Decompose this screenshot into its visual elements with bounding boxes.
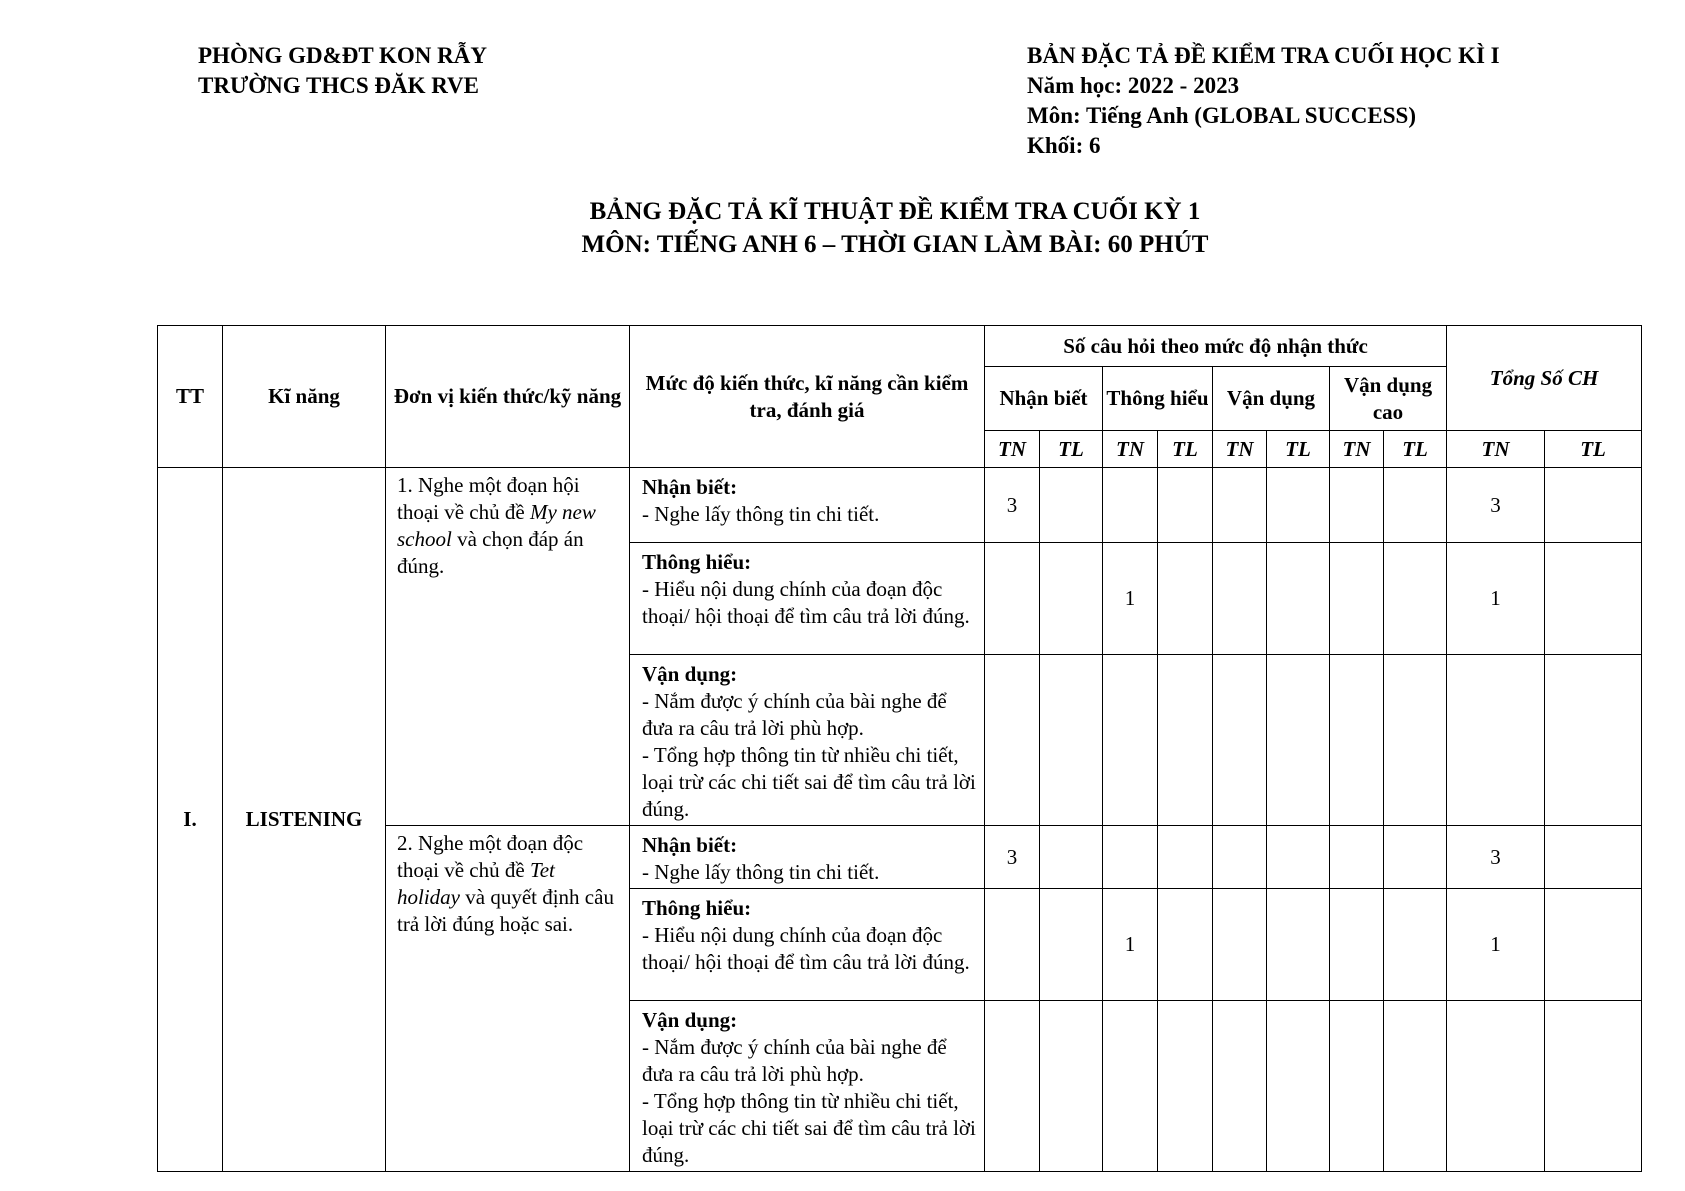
total-tn-label: TN [1447, 431, 1545, 468]
count-cell [1103, 1001, 1158, 1172]
total-tl-cell [1545, 826, 1642, 889]
count-cell [1103, 826, 1158, 889]
count-cell [1384, 543, 1447, 655]
count-cell [1267, 468, 1330, 543]
tn-label: TN [985, 431, 1040, 468]
level-detail: - Tổng hợp thông tin từ nhiều chi tiết, loại trừ các chi tiết sai để tìm câu trả lời đúng. [642, 743, 976, 821]
tn-label: TN [1330, 431, 1384, 468]
total-tn-cell: 1 [1447, 543, 1545, 655]
count-cell [1267, 655, 1330, 826]
count-cell [1384, 655, 1447, 826]
count-cell [1330, 889, 1384, 1001]
total-tl-cell [1545, 468, 1642, 543]
level-van-dung: Vận dụng [1213, 367, 1330, 431]
count-cell [1213, 655, 1267, 826]
count-cell [1158, 543, 1213, 655]
count-cell [1384, 826, 1447, 889]
count-cell [1384, 1001, 1447, 1172]
level-label: Thông hiểu: [642, 550, 752, 574]
tl-label: TL [1040, 431, 1103, 468]
level-detail: - Hiểu nội dung chính của đoạn độc thoại/ hội thoại để tìm câu trả lời đúng. [642, 577, 970, 628]
total-tn-cell [1447, 655, 1545, 826]
level-description [630, 543, 985, 655]
school-year: Năm học: 2022 - 2023 [1027, 73, 1240, 98]
table-row [158, 468, 1642, 543]
count-cell [1267, 543, 1330, 655]
total-tn-cell: 3 [1447, 468, 1545, 543]
count-cell: 3 [985, 468, 1040, 543]
department-name: PHÒNG GD&ĐT KON RẪY [198, 43, 487, 68]
count-cell [1158, 468, 1213, 543]
count-cell [1384, 468, 1447, 543]
count-cell [1330, 468, 1384, 543]
header-right [1027, 41, 1500, 161]
knowledge-unit-2 [386, 826, 630, 1172]
header-left [198, 41, 487, 101]
tl-label: TL [1267, 431, 1330, 468]
count-cell [1213, 1001, 1267, 1172]
count-cell: 1 [1103, 889, 1158, 1001]
count-cell [1213, 889, 1267, 1001]
school-name: TRƯỜNG THCS ĐĂK RVE [198, 73, 479, 98]
level-van-dung-cao: Vận dụng cao [1330, 367, 1447, 431]
total-tn-cell: 3 [1447, 826, 1545, 889]
count-cell [985, 543, 1040, 655]
count-cell [1384, 889, 1447, 1001]
level-description [630, 889, 985, 1001]
total-tl-label: TL [1545, 431, 1642, 468]
count-cell [1330, 655, 1384, 826]
level-detail: - Nghe lấy thông tin chi tiết. [642, 860, 880, 884]
section-number: I. [158, 468, 223, 1172]
level-description [630, 655, 985, 826]
count-cell [985, 889, 1040, 1001]
total-tl-cell [1545, 655, 1642, 826]
level-label: Nhận biết: [642, 475, 738, 499]
total-tn-cell: 1 [1447, 889, 1545, 1001]
unit-topic: My new school [397, 500, 596, 551]
count-cell [1158, 826, 1213, 889]
level-detail: - Nắm được ý chính của bài nghe để đưa ra câu trả lời phù hợp. [642, 689, 947, 740]
count-cell [985, 1001, 1040, 1172]
tl-label: TL [1158, 431, 1213, 468]
count-cell [1213, 543, 1267, 655]
unit-text: 2. Nghe một đoạn độc thoại về chủ đề [397, 831, 584, 882]
count-cell [1040, 826, 1103, 889]
count-cell [1103, 468, 1158, 543]
title-line-1: BẢNG ĐẶC TẢ KĨ THUẬT ĐỀ KIỂM TRA CUỐI KỲ 1 [589, 198, 1201, 225]
count-cell [985, 655, 1040, 826]
header-row-1 [158, 326, 1642, 367]
tn-label: TN [1103, 431, 1158, 468]
knowledge-unit-1 [386, 468, 630, 826]
unit-text: và quyết định câu trả lời đúng hoặc sai. [397, 885, 614, 936]
unit-text: 1. Nghe một đoạn hội thoại về chủ đề [397, 473, 580, 524]
col-header-unit: Đơn vị kiến thức/kỹ năng [386, 326, 630, 468]
count-cell: 1 [1103, 543, 1158, 655]
col-header-group: Số câu hỏi theo mức độ nhận thức [985, 326, 1447, 367]
skill-name: LISTENING [223, 468, 386, 1172]
document-title [0, 195, 1685, 261]
document-type: BẢN ĐẶC TẢ ĐỀ KIỂM TRA CUỐI HỌC KÌ I [1027, 43, 1500, 68]
total-tl-cell [1545, 889, 1642, 1001]
count-cell [1103, 655, 1158, 826]
count-cell [1213, 468, 1267, 543]
grade: Khối: 6 [1027, 133, 1101, 158]
count-cell [1040, 468, 1103, 543]
count-cell [1213, 826, 1267, 889]
count-cell [1158, 1001, 1213, 1172]
title-line-2: MÔN: TIẾNG ANH 6 – THỜI GIAN LÀM BÀI: 60 PHÚT [581, 231, 1209, 258]
level-label: Vận dụng: [642, 662, 738, 686]
level-label: Thông hiểu: [642, 896, 752, 920]
count-cell [1267, 889, 1330, 1001]
count-cell [1267, 826, 1330, 889]
count-cell [1158, 655, 1213, 826]
col-header-skill: Kĩ năng [223, 326, 386, 468]
count-cell: 3 [985, 826, 1040, 889]
level-detail: - Nắm được ý chính của bài nghe để đưa ra câu trả lời phù hợp. [642, 1035, 947, 1086]
level-label: Nhận biết: [642, 833, 738, 857]
tl-label: TL [1384, 431, 1447, 468]
count-cell [1330, 826, 1384, 889]
level-label: Vận dụng: [642, 1008, 738, 1032]
col-header-tt: TT [158, 326, 223, 468]
total-tn-cell [1447, 1001, 1545, 1172]
tn-label: TN [1213, 431, 1267, 468]
col-header-total: Tổng Số CH [1447, 326, 1642, 431]
spec-table [157, 325, 1642, 1172]
count-cell [1040, 655, 1103, 826]
subject: Môn: Tiếng Anh (GLOBAL SUCCESS) [1027, 103, 1416, 128]
count-cell [1267, 1001, 1330, 1172]
level-description [630, 468, 985, 543]
level-thong-hieu: Thông hiểu [1103, 367, 1213, 431]
total-tl-cell [1545, 1001, 1642, 1172]
col-header-level: Mức độ kiến thức, kĩ năng cần kiểm tra, đánh giá [630, 326, 985, 468]
level-description [630, 1001, 985, 1172]
count-cell [1330, 1001, 1384, 1172]
count-cell [1158, 889, 1213, 1001]
count-cell [1040, 889, 1103, 1001]
count-cell [1040, 1001, 1103, 1172]
level-nhan-biet: Nhận biết [985, 367, 1103, 431]
count-cell [1330, 543, 1384, 655]
level-detail: - Nghe lấy thông tin chi tiết. [642, 502, 880, 526]
level-detail: - Hiểu nội dung chính của đoạn độc thoại/ hội thoại để tìm câu trả lời đúng. [642, 923, 970, 974]
level-description [630, 826, 985, 889]
level-detail: - Tổng hợp thông tin từ nhiều chi tiết, loại trừ các chi tiết sai để tìm câu trả lời đúng. [642, 1089, 976, 1167]
unit-topic: Tet holiday [397, 858, 555, 909]
total-tl-cell [1545, 543, 1642, 655]
unit-text: và chọn đáp án đúng. [397, 527, 584, 578]
count-cell [1040, 543, 1103, 655]
